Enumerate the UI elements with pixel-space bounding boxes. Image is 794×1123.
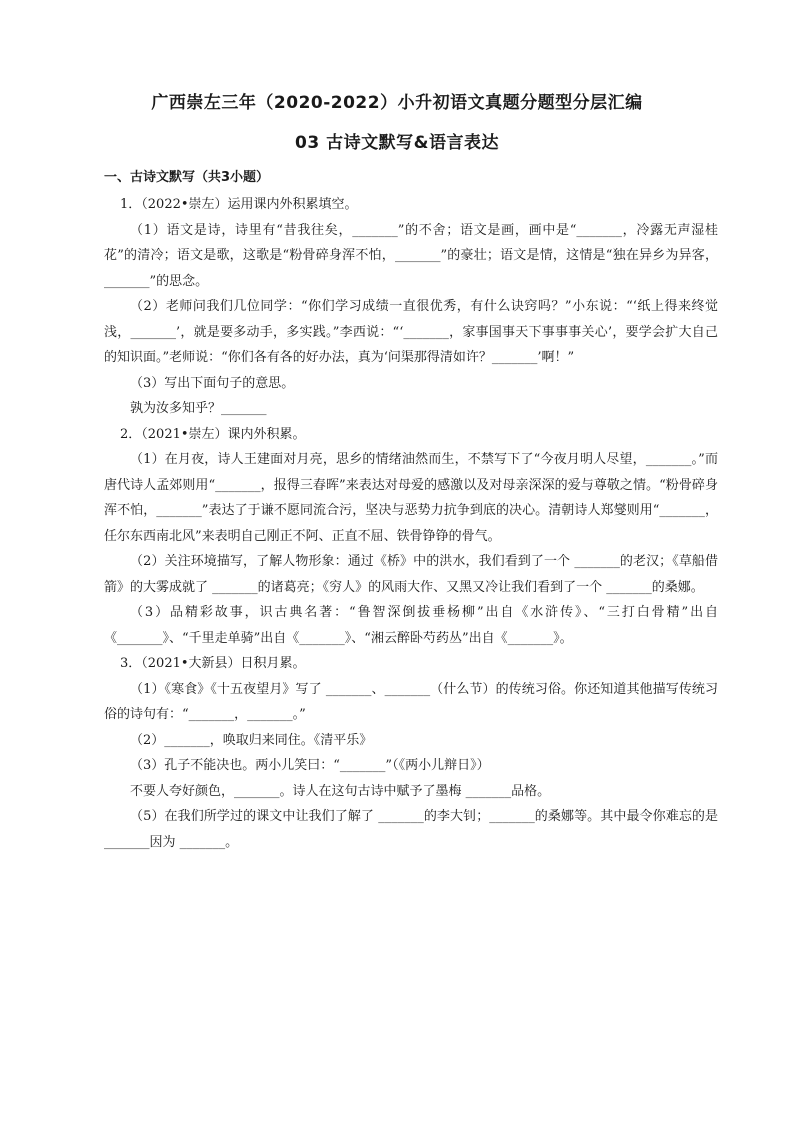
question-2-part-3: （3）品精彩故事，识古典名著：“鲁智深倒拔垂杨柳”出自《水浒传》、“三打白骨精”出自《_______》、“千里走单骑”出自《_______》、“湘云醉卧芍药丛”出自《_______》。 [104, 605, 718, 646]
question-3-part-2: （2）_______，唤取归来同住。《清平乐》 [130, 732, 373, 748]
question-1-header: 1．（2022•崇左）运用课内外积累填空。 [120, 197, 358, 212]
question-3-part-4: 不要人夸好颜色，_______。诗人在这句古诗中赋予了墨梅 _______品格。 [130, 783, 551, 799]
question-2-part-2: （2）关注环境描写，了解人物形象：通过《桥》中的洪水，我们看到了一个 _______的老汉；《草船借箭》的大雾成就了 _______的诸葛亮；《穷人》的风雨大作、又黑又冷让我们看到了一个 _______的桑娜。 [104, 554, 718, 595]
section-heading: 一、古诗文默写（共3小题） [104, 170, 270, 185]
question-1-part-2: （2）老师问我们几位同学：“你们学习成绩一直很优秀，有什么诀窍吗？”小东说：“‘纸上得来终觉浅，_______’，就是要多动手，多实践。”李西说：“‘_______，家事国事天下事事事关心’，要学会扩大自己的知识面。”老师说：“你们各有各的好办法，真为‘问渠那得清如许？_______’啊！” [104, 299, 718, 365]
question-1-part-3-sentence: 孰为汝多知乎？_______ [130, 401, 267, 416]
question-2-header: 2．（2021•崇左）课内外积累。 [120, 426, 306, 442]
question-1-part-3: （3）写出下面句子的意思。 [130, 375, 295, 391]
document-title: 广西崇左三年（2020-2022）小升初语文真题分题型分层汇编 [151, 93, 643, 113]
questions-body [104, 192, 718, 855]
question-3-header: 3．（2021•大新县）日积月累。 [120, 656, 306, 671]
question-3-part-3: （3）孔子不能决也。两小儿笑曰：“_______”（《两小儿辩日》） [130, 758, 490, 773]
question-1-part-1: （1）语文是诗，诗里有“昔我往矣，_______”的不舍；语文是画，画中是“_______，冷露无声湿桂花”的清冷；语文是歌，这歌是“粉骨碎身浑不怕，_______”的豪壮；语文是情，这情是“独在异乡为异客，_______”的思念。 [104, 222, 718, 289]
question-2-part-1: （1）在月夜，诗人王建面对月亮，思乡的情绪油然而生，不禁写下了“今夜月明人尽望，_______。”而唐代诗人孟郊则用“_______，报得三春晖”来表达对母爱的感激以及对母亲深深的爱与尊敬之情。“粉骨碎身浑不怕，_______”表达了于谦不愿同流合污，坚决与恶势力抗争到底的决心。清朝诗人郑燮则用“_______，任尔东西南北风”来表明自己刚正不阿、正直不屈、铁骨铮铮的骨气。 [104, 452, 718, 544]
document-subtitle: 03 古诗文默写&语言表达 [295, 133, 499, 153]
question-3-part-5: （5）在我们所学过的课文中让我们了解了 _______的李大钊；_______的桑娜等。其中最令你难忘的是 _______因为 _______。 [104, 809, 718, 850]
question-3-part-1: （1）《寒食》《十五夜望月》写了 _______、_______（什么节）的传统习俗。你还知道其他描写传统习俗的诗句有：“_______，_______。” [104, 681, 718, 722]
